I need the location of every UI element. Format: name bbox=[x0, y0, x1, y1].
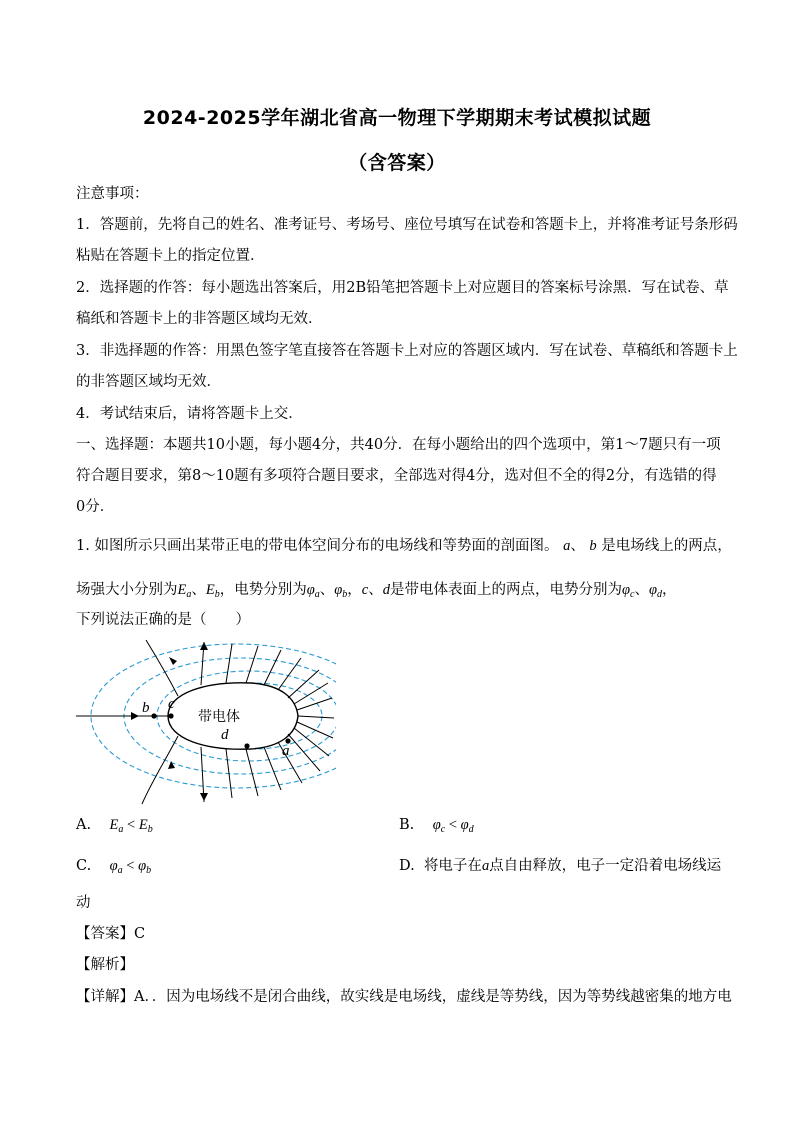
notice-item-4: 4．考试结束后，请将答题卡上交． bbox=[76, 406, 303, 422]
field-line bbox=[142, 736, 178, 804]
question-1-line-3: 下列说法正确的是（ ） bbox=[76, 612, 250, 628]
q1-phi-a: $\varphi_a$ bbox=[306, 582, 320, 600]
q1-text-1: 1. 如图所示只画出某带正电的带电体空间分布的电场线和等势面的剖面图。 bbox=[76, 538, 559, 554]
q1-phi-d: $\varphi_d$ bbox=[648, 582, 662, 600]
point-d-label: d bbox=[221, 727, 229, 743]
option-d-text-2: 点自由释放，电子一定沿着电场线运 bbox=[489, 858, 722, 874]
option-d[interactable] bbox=[399, 856, 721, 876]
question-1-line-1 bbox=[76, 536, 732, 556]
field-line bbox=[246, 749, 258, 796]
analysis-heading: 【解析】 bbox=[76, 957, 134, 973]
field-line bbox=[298, 716, 334, 718]
q1-E-a: $E_a$ bbox=[177, 582, 192, 600]
field-line bbox=[246, 646, 258, 683]
notice-item-3-line-2: 的非答题区域均无效． bbox=[76, 374, 221, 390]
option-b-label: B. bbox=[399, 817, 415, 833]
charged-body-label: 带电体 bbox=[198, 709, 240, 725]
field-line bbox=[264, 650, 281, 685]
field-line bbox=[297, 722, 333, 738]
electric-field-figure bbox=[76, 638, 336, 808]
option-a-label: A. bbox=[76, 817, 92, 833]
q1-sep: 、 bbox=[368, 582, 383, 598]
notice-item-1-line-1: 1．答题前，先将自己的姓名、准考证号、考场号、座位号填写在试卷和答题卡上，并将准考证号条形码 bbox=[76, 217, 738, 233]
field-line bbox=[226, 644, 232, 683]
field-line bbox=[297, 698, 332, 710]
option-a[interactable] bbox=[76, 815, 153, 840]
point-c-dot bbox=[168, 713, 173, 718]
option-c-formula: $\varphi_a < \varphi_b$ bbox=[109, 858, 152, 876]
q1-comma: ， bbox=[661, 582, 677, 598]
q1-text-2: 是电场线上的两点， bbox=[601, 538, 732, 554]
q1-text-5: 是带电体表面上的两点，电势分别为 bbox=[389, 582, 622, 598]
analysis-detail: 【详解】A．．因为电场线不是闭合曲线，故实线是电场线，虚线是等势线，因为等势线越密集的地方电 bbox=[76, 989, 732, 1005]
field-line bbox=[146, 640, 178, 696]
q1-sep: 、 bbox=[570, 538, 585, 554]
page-title: 2024-2025学年湖北省高一物理下学期期末考试模拟试题 bbox=[142, 107, 652, 129]
q1-sym-d: d bbox=[382, 582, 390, 598]
notice-heading: 注意事项： bbox=[76, 186, 149, 202]
notice-item-3-line-1: 3．非选择题的作答：用黑色签字笔直接答在答题卡上对应的答题区域内．写在试卷、草稿纸和答题卡上 bbox=[76, 343, 738, 359]
section-1-line-2: 符合题目要求，第8～10题有多项符合题目要求，全部选对得4分，选对但不全的得2分，有选错的得 bbox=[76, 468, 717, 484]
option-d-sym-a: a bbox=[481, 858, 490, 874]
q1-sep: 、 bbox=[634, 582, 649, 598]
q1-sep: 、 bbox=[319, 582, 335, 598]
option-b-formula: $\varphi_c < \varphi_d$ bbox=[432, 817, 474, 835]
q1-text-4: ，电势分别为 bbox=[219, 582, 307, 598]
q1-sep: 、 bbox=[191, 582, 206, 598]
option-b[interactable] bbox=[399, 815, 474, 840]
question-1-line-2 bbox=[76, 580, 676, 605]
point-d-dot bbox=[244, 743, 249, 748]
point-b-dot bbox=[151, 713, 156, 718]
section-1-line-3: 0分． bbox=[76, 499, 115, 515]
option-c[interactable] bbox=[76, 856, 151, 881]
option-c-label: C. bbox=[76, 858, 92, 874]
field-arrow bbox=[131, 712, 139, 720]
q1-sym-c: c bbox=[361, 582, 369, 598]
q1-phi-c: $\varphi_c$ bbox=[621, 582, 635, 600]
q1-comma: ， bbox=[347, 582, 362, 598]
field-line bbox=[264, 747, 281, 790]
answer: 【答案】C bbox=[76, 926, 146, 942]
notice-item-2-line-2: 稿纸和答题卡上的非答题区域均无效． bbox=[76, 311, 323, 327]
field-line bbox=[294, 728, 329, 756]
q1-phi-b: $\varphi_b$ bbox=[334, 582, 348, 600]
field-arrow bbox=[169, 657, 177, 665]
point-a-label: a bbox=[282, 743, 290, 759]
field-line bbox=[288, 670, 319, 698]
option-d-text-1: 将电子在 bbox=[423, 858, 482, 874]
notice-item-2-line-1: 2．选择题的作答：每小题选出答案后，用2B铅笔把答题卡上对应题目的答案标号涂黑．写在试卷、草 bbox=[76, 280, 729, 296]
q1-sym-a: a bbox=[563, 538, 571, 554]
option-d-label: D. bbox=[399, 858, 415, 874]
point-b-label: b bbox=[142, 700, 150, 716]
q1-sym-b: b bbox=[589, 538, 597, 554]
page-subtitle: （含答案） bbox=[348, 152, 446, 174]
field-arrow bbox=[168, 761, 175, 769]
q1-E-b: $E_b$ bbox=[205, 582, 220, 600]
field-line bbox=[288, 734, 320, 771]
notice-item-1-line-2: 粘贴在答题卡上的指定位置． bbox=[76, 248, 265, 264]
option-d-continuation: 动 bbox=[76, 895, 91, 911]
option-a-formula: $E_a < E_b$ bbox=[109, 817, 153, 835]
q1-text-3: 场强大小分别为 bbox=[76, 582, 178, 598]
section-1-line-1: 一、选择题：本题共10小题，每小题4分，共40分．在每小题给出的四个选项中，第1～7题只有一项 bbox=[76, 437, 721, 453]
point-c-label: c bbox=[168, 696, 175, 712]
field-arrow bbox=[200, 793, 208, 801]
